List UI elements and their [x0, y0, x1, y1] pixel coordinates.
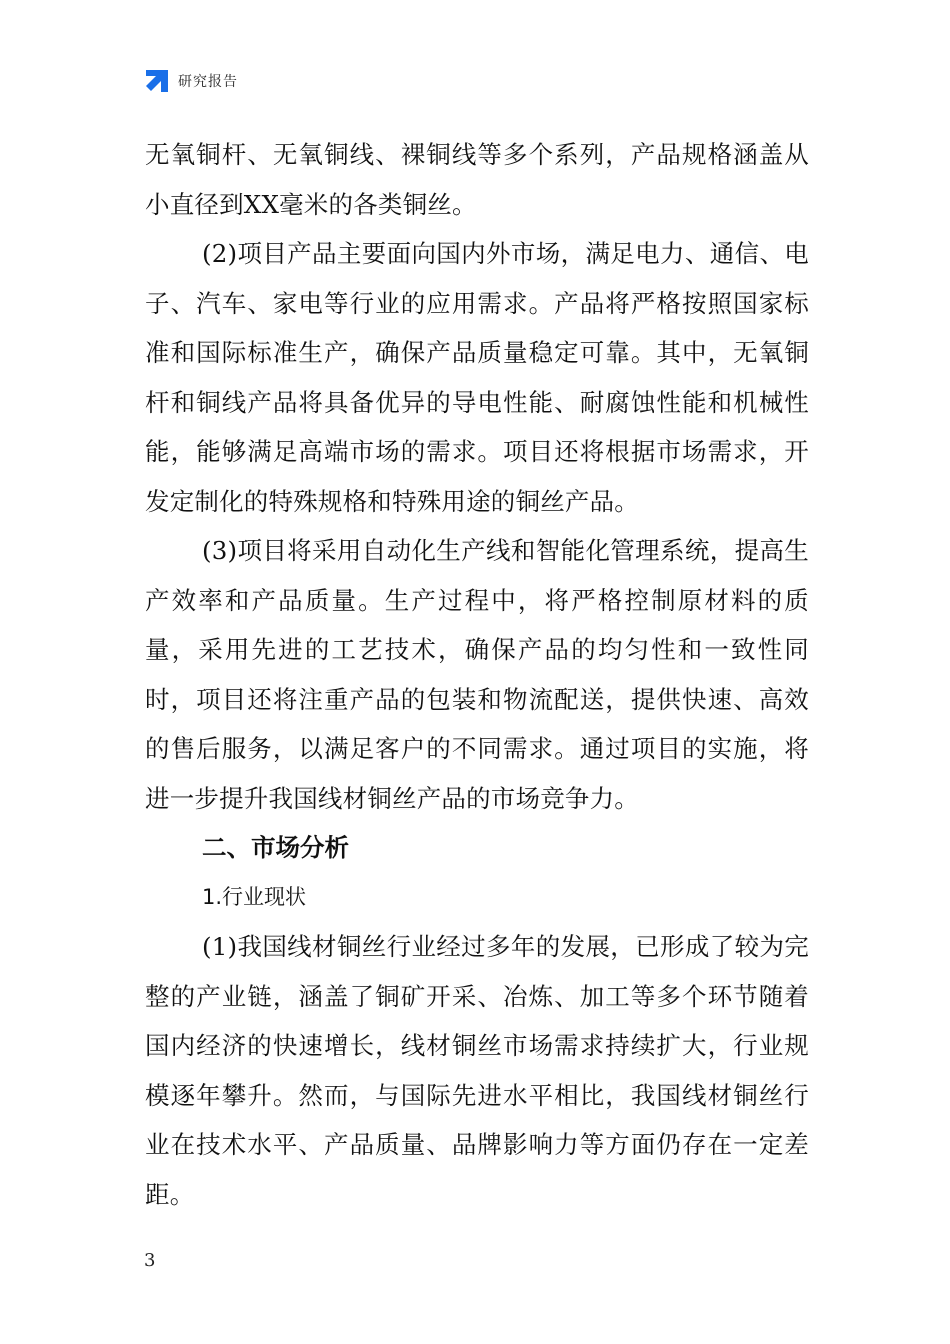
paragraph-continuation: 无氧铜杆、无氧铜线、裸铜线等多个系列，产品规格涵盖从小直径到XX毫米的各类铜丝。: [145, 140, 809, 219]
paragraph-2: (2)项目产品主要面向国内外市场，满足电力、通信、电子、汽车、家电等行业的应用需求。产品将严格按照国家标准和国际标准生产，确保产品质量稳定可靠。其中，无氧铜杆和铜线产品将具备优异的导电性能、耐腐蚀性能和机械性能，能够满足高端市场的需求。项目还将根据市场需求，开发定制化的特殊规格和特殊用途的铜丝产品。: [145, 239, 809, 516]
arrow-up-right-icon: [144, 68, 170, 94]
section-heading: 二、市场分析: [202, 833, 349, 862]
paragraph-3: (3)项目将采用自动化生产线和智能化管理系统，提高生产效率和产品质量。生产过程中，将严格控制原材料的质量，采用先进的工艺技术，确保产品的均匀性和一致性同时，项目还将注重产品的包装和物流配送，提供快速、高效的售后服务，以满足客户的不同需求。通过项目的实施，将进一步提升我国线材铜丝产品的市场竞争力。: [145, 536, 809, 813]
document-body: [145, 130, 809, 1219]
subsection-heading: 1.行业现状: [202, 884, 307, 909]
page-number: 3: [144, 1250, 156, 1271]
report-header: [144, 68, 238, 94]
header-title: 研究报告: [178, 74, 238, 90]
paragraph-4: (1)我国线材铜丝行业经过多年的发展，已形成了较为完整的产业链，涵盖了铜矿开采、冶炼、加工等多个环节随着国内经济的快速增长，线材铜丝市场需求持续扩大，行业规模逐年攀升。然而，与国际先进水平相比，我国线材铜丝行业在技术水平、产品质量、品牌影响力等方面仍存在一定差距。: [145, 932, 809, 1209]
